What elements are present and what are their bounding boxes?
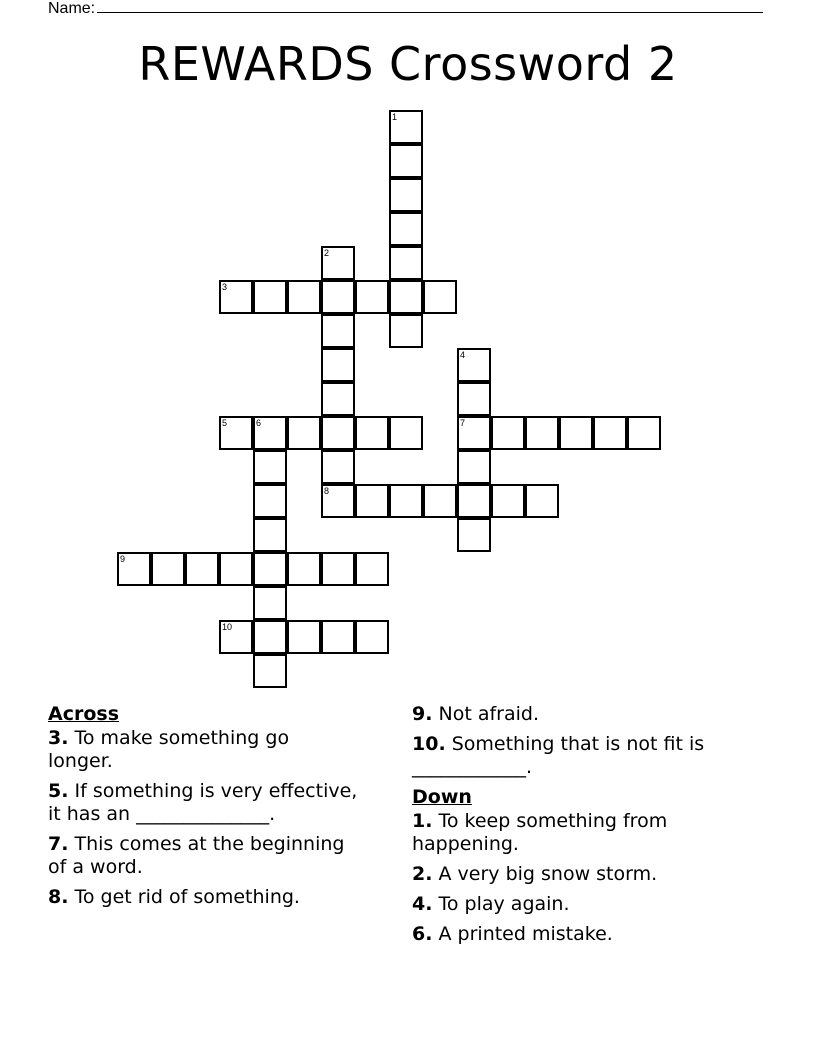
grid-cell[interactable] (321, 484, 355, 518)
clue-number: 8. (48, 886, 69, 908)
grid-cell[interactable] (457, 484, 491, 518)
clue-item (412, 810, 772, 856)
grid-cell[interactable] (457, 382, 491, 416)
grid-cell[interactable] (355, 552, 389, 586)
clue-text: To play again. (438, 893, 570, 915)
clue-number: 5. (48, 780, 69, 802)
clue-item (48, 833, 358, 879)
clue-text: Something that is not fit is ____________. (412, 733, 705, 778)
clue-item (412, 923, 772, 946)
grid-cell[interactable] (253, 552, 287, 586)
clue-text: This comes at the beginning of a word. (48, 833, 345, 878)
clue-number-label: 6 (256, 418, 262, 428)
clue-number: 2. (412, 863, 433, 885)
grid-cell[interactable] (525, 484, 559, 518)
grid-cell[interactable] (389, 144, 423, 178)
grid-cell[interactable] (219, 280, 253, 314)
grid-cell[interactable] (321, 620, 355, 654)
grid-cell[interactable] (457, 450, 491, 484)
grid-cell[interactable] (389, 246, 423, 280)
grid-cell[interactable] (457, 348, 491, 382)
grid-cell[interactable] (321, 280, 355, 314)
grid-cell[interactable] (321, 416, 355, 450)
grid-cell[interactable] (389, 212, 423, 246)
clue-number-label: 10 (222, 622, 233, 632)
grid-cell[interactable] (219, 416, 253, 450)
grid-cell[interactable] (287, 280, 321, 314)
grid-cell[interactable] (321, 382, 355, 416)
grid-cell[interactable] (355, 416, 389, 450)
grid-cell[interactable] (491, 416, 525, 450)
clue-number-label: 8 (324, 486, 330, 496)
clue-number: 4. (412, 893, 433, 915)
grid-cell[interactable] (321, 450, 355, 484)
clue-item (48, 780, 358, 826)
grid-cell[interactable] (423, 280, 457, 314)
clue-number: 7. (48, 833, 69, 855)
grid-cell[interactable] (185, 552, 219, 586)
grid-cell[interactable] (389, 280, 423, 314)
clue-number-label: 4 (460, 350, 466, 360)
grid-cell[interactable] (457, 416, 491, 450)
grid-cell[interactable] (321, 314, 355, 348)
grid-cell[interactable] (321, 348, 355, 382)
clue-item (412, 893, 772, 916)
clue-item (48, 727, 358, 773)
page-title: REWARDS Crossword 2 (138, 37, 678, 91)
clue-number-label: 9 (120, 554, 126, 564)
grid-cell[interactable] (389, 178, 423, 212)
grid-cell[interactable] (355, 484, 389, 518)
clue-number: 1. (412, 810, 433, 832)
clue-number-label: 5 (222, 418, 228, 428)
clue-text: To keep something from happening. (412, 810, 668, 855)
grid-cell[interactable] (117, 552, 151, 586)
clue-item (412, 733, 772, 779)
clue-text: A very big snow storm. (438, 863, 658, 885)
grid-cell[interactable] (389, 484, 423, 518)
grid-cell[interactable] (321, 246, 355, 280)
grid-cell[interactable] (457, 518, 491, 552)
clue-text: A printed mistake. (438, 923, 613, 945)
grid-cell[interactable] (253, 416, 287, 450)
clue-text: To make something go longer. (48, 727, 290, 772)
grid-cell[interactable] (423, 484, 457, 518)
grid-cell[interactable] (389, 416, 423, 450)
clue-number: 6. (412, 923, 433, 945)
grid-cell[interactable] (321, 552, 355, 586)
grid-cell[interactable] (253, 518, 287, 552)
clue-number: 10. (412, 733, 446, 755)
down-clue-list (412, 810, 772, 946)
clue-number: 9. (412, 703, 433, 725)
name-label: Name: (48, 0, 96, 17)
across-heading: Across (48, 703, 120, 725)
grid-cell[interactable] (253, 280, 287, 314)
clue-number-label: 7 (460, 418, 466, 428)
grid-cell[interactable] (491, 484, 525, 518)
grid-cell[interactable] (253, 586, 287, 620)
grid-cell[interactable] (627, 416, 661, 450)
down-heading: Down (412, 786, 472, 808)
clue-item (48, 886, 358, 909)
clue-number-label: 1 (392, 112, 398, 122)
grid-cell[interactable] (253, 620, 287, 654)
clue-text: Not afraid. (438, 703, 539, 725)
clue-number-label: 3 (222, 282, 228, 292)
grid-cell[interactable] (559, 416, 593, 450)
grid-cell[interactable] (219, 552, 253, 586)
clue-text: To get rid of something. (74, 886, 300, 908)
grid-cell[interactable] (287, 416, 321, 450)
grid-cell[interactable] (253, 484, 287, 518)
clue-item (412, 863, 772, 886)
clue-number: 3. (48, 727, 69, 749)
clues-left-column (48, 703, 358, 916)
grid-cell[interactable] (253, 450, 287, 484)
grid-cell[interactable] (389, 314, 423, 348)
grid-cell[interactable] (287, 620, 321, 654)
clue-number-label: 2 (324, 248, 330, 258)
grid-cell[interactable] (593, 416, 627, 450)
clue-item (412, 703, 772, 726)
grid-cell[interactable] (525, 416, 559, 450)
across-clue-list-continued (412, 703, 772, 779)
grid-cell[interactable] (389, 110, 423, 144)
grid-cell[interactable] (151, 552, 185, 586)
grid-cell[interactable] (287, 552, 321, 586)
grid-cell[interactable] (355, 280, 389, 314)
clues-right-column (412, 703, 772, 953)
grid-cell[interactable] (355, 620, 389, 654)
grid-cell[interactable] (219, 620, 253, 654)
grid-cell[interactable] (253, 654, 287, 688)
across-clue-list (48, 727, 358, 909)
clue-text: If something is very effective, it has an ______________. (48, 780, 358, 825)
